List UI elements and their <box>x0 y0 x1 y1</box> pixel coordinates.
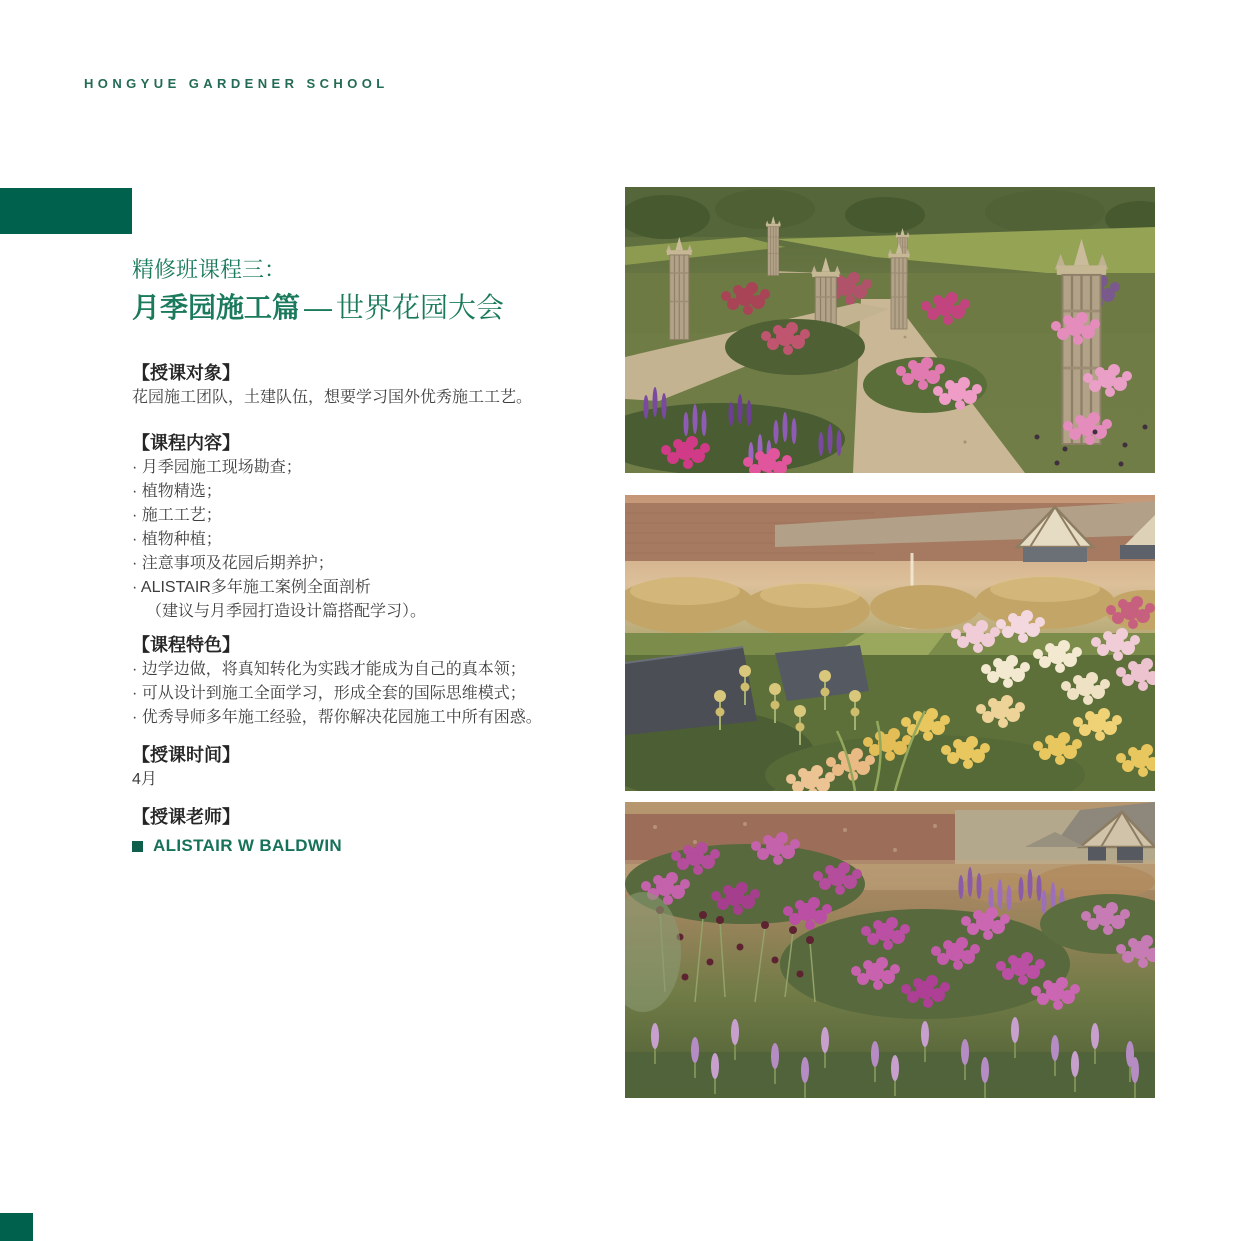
course-subtitle: 精修班课程三： <box>132 257 287 282</box>
content-item: · 注意事项及花园后期养护； <box>132 555 334 572</box>
section-audience <box>132 360 620 410</box>
course-photo-magenta-roses <box>625 802 1155 1098</box>
content-item: · 植物精选； <box>132 483 222 500</box>
accent-block-top <box>0 188 132 234</box>
photo-illustration <box>625 802 1155 1098</box>
section-schedule <box>132 742 620 792</box>
feature-item: · 优秀导师多年施工经验，帮你解决花园施工中所有困惑。 <box>132 709 542 726</box>
schedule-value: 4月 <box>132 771 157 788</box>
photo-illustration <box>625 495 1155 791</box>
section-content <box>132 430 620 624</box>
section-schedule-heading: 【授课时间】 <box>132 745 240 765</box>
course-photo-obelisk-garden <box>625 187 1155 473</box>
section-audience-line: 花园施工团队，土建队伍，想要学习国外优秀施工工艺。 <box>132 389 533 406</box>
teacher-name: ALISTAIR W BALDWIN <box>153 836 342 855</box>
section-content-heading: 【课程内容】 <box>132 433 240 453</box>
section-teacher-heading: 【授课老师】 <box>132 807 240 827</box>
section-teacher <box>132 804 620 856</box>
course-title-rest: 世界花园大会 <box>336 292 505 323</box>
accent-block-bottom <box>0 1213 33 1241</box>
content-item-note: （建议与月季园打造设计篇搭配学习）。 <box>146 603 427 620</box>
teacher-row <box>132 836 620 856</box>
feature-item: · 边学边做，将真知转化为实践才能成为自己的真本领； <box>132 661 526 678</box>
section-audience-heading: 【授课对象】 <box>132 363 240 383</box>
section-features-heading: 【课程特色】 <box>132 635 240 655</box>
content-item: · 月季园施工现场勘查； <box>132 459 302 476</box>
course-title-dash: — <box>304 292 333 323</box>
content-item: · ALISTAIR多年施工案例全面剖析 <box>132 579 371 596</box>
course-title-bold: 月季园施工篇 <box>132 292 301 323</box>
course-info-panel <box>132 256 620 856</box>
square-bullet-icon <box>132 841 143 852</box>
section-features <box>132 632 620 730</box>
feature-item: · 可从设计到施工全面学习，形成全套的国际思维模式； <box>132 685 526 702</box>
course-title <box>132 290 620 326</box>
content-item: · 植物种植； <box>132 531 222 548</box>
brand-logo: HONGYUE GARDENER SCHOOL <box>84 76 389 91</box>
content-item: · 施工工艺； <box>132 507 222 524</box>
photo-illustration <box>625 187 1155 473</box>
course-photo-golden-roses <box>625 495 1155 791</box>
